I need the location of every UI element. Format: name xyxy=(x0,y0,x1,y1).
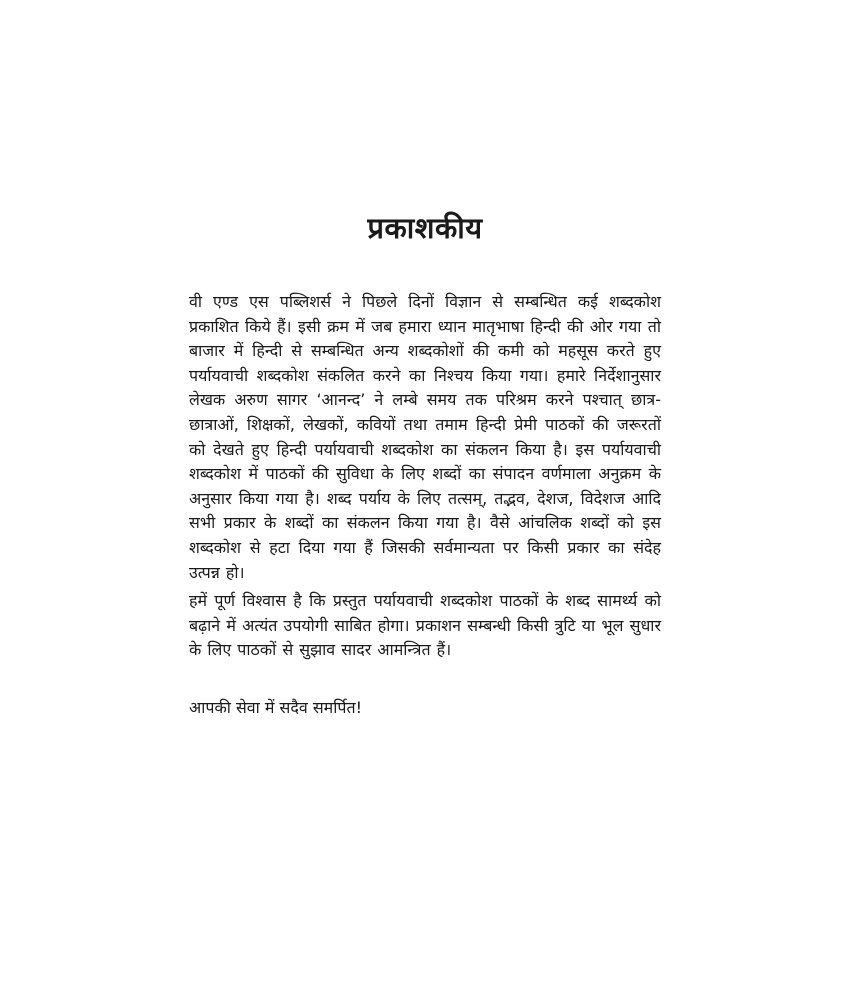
body-text xyxy=(189,290,661,663)
closing-line: आपकी सेवा में सदैव समर्पित! xyxy=(189,698,362,717)
paragraph-intro: वी एण्ड एस पब्लिशर्स ने पिछले दिनों विज्ञान से सम्बन्धित कई शब्दकोश प्रकाशित किये हैं। इसी क्रम में जब हमारा ध्यान मातृभाषा हिन्दी की ओर गया तो बाजार में हिन्दी से सम्बन्धित अन्य शब्दकोशों की कमी को महसूस करते हुए पर्यायवाची शब्दकोश संकलित करने का निश्चय किया गया। हमारे निर्देशानुसार लेखक अरुण सागर ‘आनन्द’ ने लम्बे समय तक परिश्रम करने पश्चात् छात्र-छात्राओं, शिक्षकों, लेखकों, कवियों तथा तमाम हिन्दी प्रेमी पाठकों की जरूरतों को देखते हुए हिन्दी पर्यायवाची शब्दकोश का संकलन किया है। इस पर्यायवाची शब्दकोश में पाठकों की सुविधा के लिए शब्दों का संपादन वर्णमाला अनुक्रम के अनुसार किया गया है। शब्द पर्याय के लिए तत्सम्, तद्भव, देशज, विदेशज आदि सभी प्रकार के शब्दों का संकलन किया गया है। वैसे आंचलिक शब्दों को इस शब्दकोश से हटा दिया गया हैं जिसकी सर्वमान्यता पर किसी प्रकार का संदेह उत्पन्न हो। xyxy=(189,292,661,582)
page-title: प्रकाशकीय xyxy=(367,211,483,245)
paragraph-trust: हमें पूर्ण विश्वास है कि प्रस्तुत पर्यायवाची शब्दकोश पाठकों के शब्द सामर्थ्य को बढ़ाने में अत्यंत उपयोगी साबित होगा। प्रकाशन सम्बन्धी किसी त्रुटि या भूल सुधार के लिए पाठकों से सुझाव सादर आमन्त्रित हैं। xyxy=(189,591,661,660)
